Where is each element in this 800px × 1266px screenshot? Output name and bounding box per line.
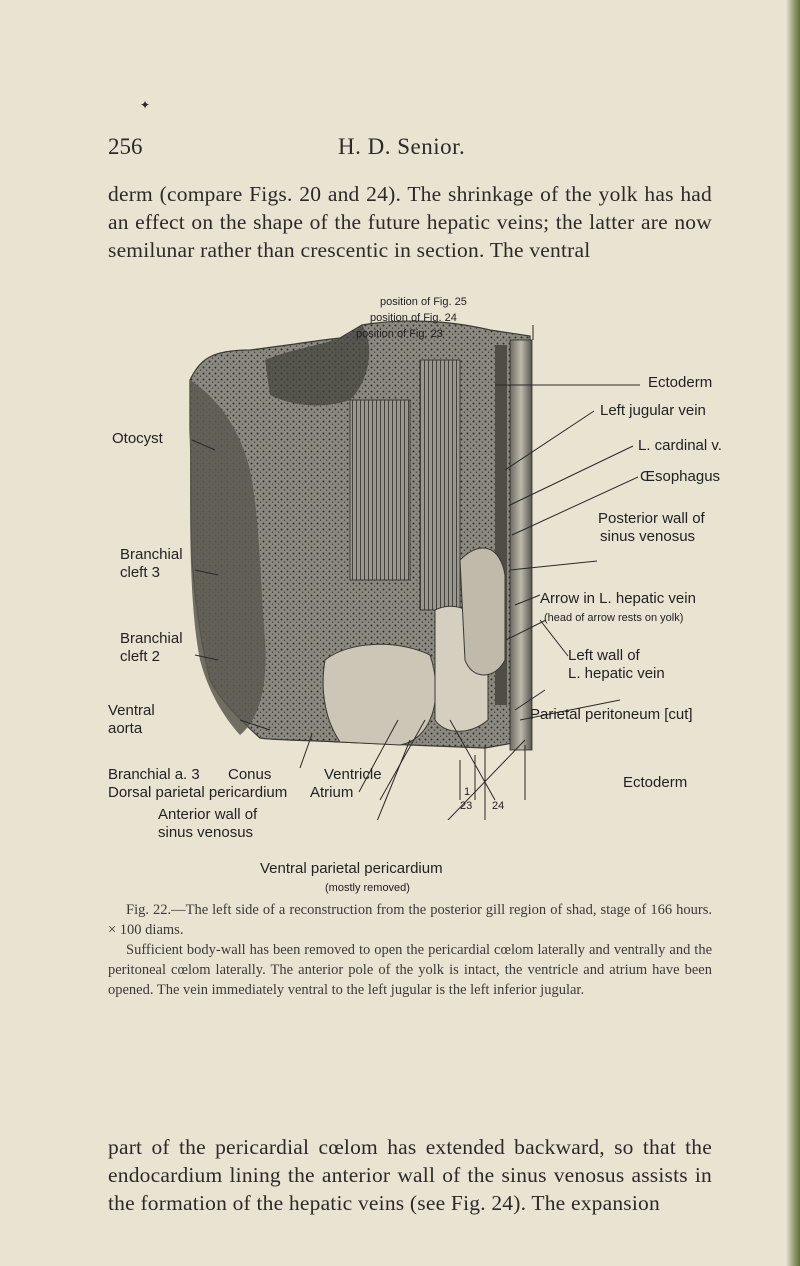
ornament-mark: ✦	[140, 98, 151, 112]
label-branchial-cleft-2-b: cleft 2	[120, 648, 161, 665]
label-atrium: Atrium	[310, 784, 354, 801]
label-dorsal-parietal-pericardium: Dorsal parietal pericardium	[108, 784, 288, 801]
label-branchial-cleft-3-b: cleft 3	[120, 564, 161, 581]
label-arrow-hepatic-vein: Arrow in L. hepatic vein	[540, 590, 696, 607]
page-edge	[786, 0, 800, 1266]
figure-caption	[108, 900, 712, 1000]
label-ventricle: Ventricle	[324, 766, 382, 783]
label-branchial-a-3: Branchial a. 3	[108, 766, 200, 783]
label-ventral-aorta-a: Ventral	[108, 702, 155, 719]
label-ventral-parietal-pericardium: Ventral parietal pericardium	[260, 860, 443, 877]
label-left-jugular-vein: Left jugular vein	[600, 402, 706, 419]
label-anterior-wall-b: sinus venosus	[158, 824, 254, 841]
label-oesophagus: Œsophagus	[640, 468, 721, 485]
body-text-top: derm (compare Figs. 20 and 24). The shrinkage of the yolk has had an effect on the shape of the future hepatic veins; the latter are now semilunar rather than crescentic in section. The ventral	[108, 182, 712, 262]
label-branchial-cleft-2-a: Branchial	[120, 630, 183, 647]
label-mostly-removed: (mostly removed)	[325, 882, 410, 894]
label-posterior-wall-2: sinus venosus	[600, 528, 696, 545]
caption-line-2: Sufficient body-wall has been removed to open the pericardial cœlom laterally and ventrally and the peritoneal cœlom laterally. The anterior pole of the yolk is intact, the ventricle and atrium have been opened. The vein immediately ventral to the left jugular is the left inferior jugular.	[108, 942, 712, 998]
label-posterior-wall-1: Posterior wall of	[598, 510, 705, 527]
label-anterior-wall-a: Anterior wall of	[158, 806, 258, 823]
label-conus: Conus	[228, 766, 272, 783]
label-parietal-peritoneum: Parietal peritoneum [cut]	[530, 706, 693, 723]
label-left-wall-1: Left wall of	[568, 647, 640, 664]
label-position-fig-24: position of Fig. 24	[370, 312, 457, 324]
label-ectoderm-top: Ectoderm	[648, 374, 713, 391]
label-scale-1: 1	[464, 786, 471, 798]
label-arrow-note: (head of arrow rests on yolk)	[544, 612, 684, 624]
label-ectoderm-bottom: Ectoderm	[623, 774, 688, 791]
label-branchial-cleft-3-a: Branchial	[120, 546, 183, 563]
figure-22	[100, 0, 722, 823]
label-scale-23: 23	[460, 800, 473, 812]
label-ventral-aorta-b: aorta	[108, 720, 143, 737]
page-number: 256	[108, 134, 143, 159]
label-otocyst: Otocyst	[112, 430, 163, 447]
label-position-fig-23: position of Fig. 23	[356, 328, 443, 340]
label-position-fig-25: position of Fig. 25	[380, 296, 467, 308]
caption-line-1: Fig. 22.—The left side of a reconstruction from the posterior gill region of shad, stage of 166 hours. × 100 diams.	[108, 902, 712, 938]
running-head: H. D. Senior.	[338, 134, 466, 159]
label-left-wall-2: L. hepatic vein	[568, 665, 665, 682]
label-scale-24: 24	[492, 800, 505, 812]
body-text-bottom: part of the pericardial cœlom has extended backward, so that the endocardium lining the anterior wall of the sinus venosus assists in the formation of the hepatic veins (see Fig. 24). The expansion	[108, 1135, 712, 1215]
label-l-cardinal-v: L. cardinal v.	[638, 437, 722, 454]
